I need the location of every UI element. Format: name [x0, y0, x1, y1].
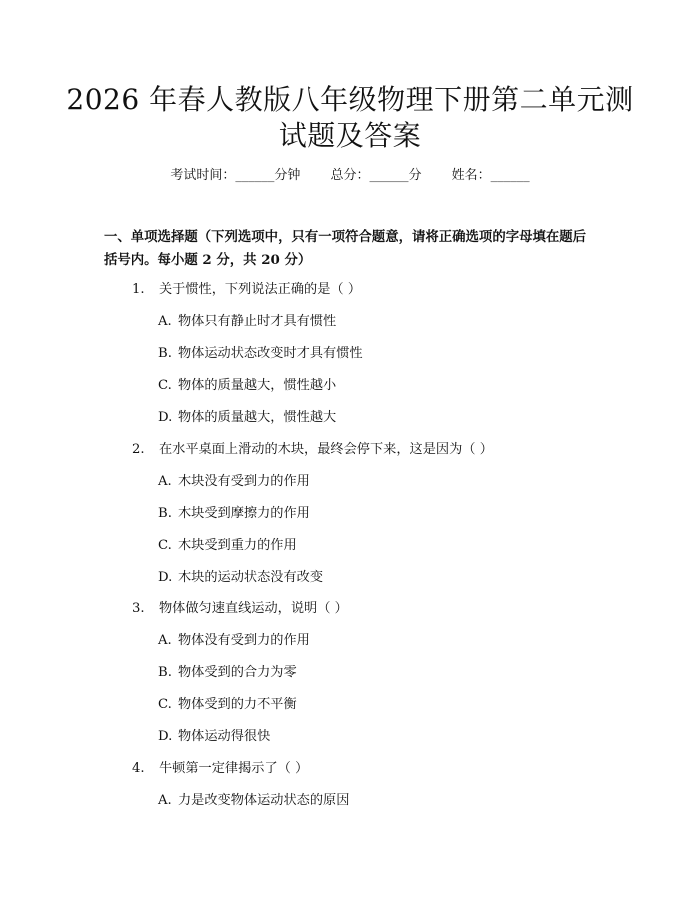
answer-option [158, 408, 336, 428]
answer-option [158, 791, 349, 811]
option-letter: C. [158, 378, 172, 393]
answer-option [158, 568, 323, 588]
option-text: 物体运动得很快 [178, 729, 271, 744]
option-letter: A. [158, 793, 172, 808]
question-text: 在水平桌面上滑动的木块，最终会停下来，这是因为（ ） [159, 442, 493, 457]
option-letter: C. [158, 697, 172, 712]
answer-option [158, 504, 310, 524]
title-line-1: 2026 年春人教版八年级物理下册第二单元测 [66, 83, 634, 116]
question-text: 关于惯性，下列说法正确的是（ ） [159, 282, 362, 297]
option-letter: D. [158, 570, 173, 585]
option-text: 物体的质量越大，惯性越大 [178, 410, 337, 425]
option-letter: C. [158, 538, 172, 553]
question-text: 物体做匀速直线运动，说明（ ） [159, 601, 348, 616]
answer-option [158, 472, 310, 492]
option-letter: A. [158, 314, 172, 329]
question-stem [132, 599, 348, 619]
option-text: 物体的质量越大，惯性越小 [178, 378, 337, 393]
section-heading: 一、单项选择题（下列选项中，只有一项符合题意，请将正确选项的字母填在题后括号内。每小题 2 分，共 20 分） [104, 229, 587, 268]
option-text: 物体没有受到力的作用 [178, 633, 310, 648]
question-stem [132, 440, 493, 460]
option-text: 物体受到的合力为零 [178, 665, 297, 680]
option-text: 木块受到摩擦力的作用 [178, 506, 310, 521]
option-text: 力是改变物体运动状态的原因 [178, 793, 350, 808]
exam-info [0, 166, 700, 186]
question-text: 牛顿第一定律揭示了（ ） [159, 761, 309, 776]
answer-option [158, 376, 336, 396]
question-number: 1. [132, 282, 145, 297]
option-text: 木块的运动状态没有改变 [178, 570, 324, 585]
answer-option [158, 344, 363, 364]
option-letter: B. [158, 506, 172, 521]
answer-option [158, 727, 270, 747]
option-letter: D. [158, 410, 173, 425]
option-text: 物体运动状态改变时才具有惯性 [178, 346, 363, 361]
answer-option [158, 631, 310, 651]
option-text: 木块没有受到力的作用 [178, 474, 310, 489]
total-score-field: 总分：______分 [330, 168, 422, 183]
option-text: 物体受到的力不平衡 [178, 697, 297, 712]
option-text: 木块受到重力的作用 [178, 538, 297, 553]
exam-time-field: 考试时间：______分钟 [170, 168, 301, 183]
answer-option [158, 312, 336, 332]
question-stem [132, 759, 308, 779]
option-letter: D. [158, 729, 173, 744]
option-text: 物体只有静止时才具有惯性 [178, 314, 337, 329]
question-number: 4. [132, 761, 145, 776]
option-letter: B. [158, 665, 172, 680]
title-line-2: 试题及答案 [278, 119, 422, 152]
option-letter: A. [158, 474, 172, 489]
answer-option [158, 695, 297, 715]
answer-option [158, 663, 297, 683]
option-letter: B. [158, 346, 172, 361]
question-stem [132, 280, 361, 300]
option-letter: A. [158, 633, 172, 648]
answer-option [158, 536, 297, 556]
question-number: 2. [132, 442, 145, 457]
student-name-field: 姓名：______ [451, 168, 530, 183]
question-number: 3. [132, 601, 145, 616]
